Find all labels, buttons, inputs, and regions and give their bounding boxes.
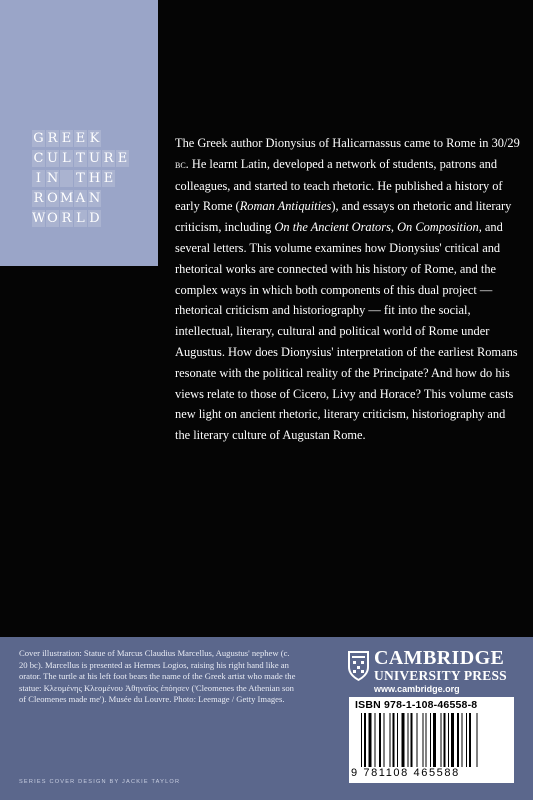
series-title-line [32, 169, 121, 189]
series-title-letter: H [88, 171, 101, 186]
barcode-bar [390, 713, 391, 767]
series-title-letter: N [46, 171, 59, 186]
barcode-bar [393, 713, 395, 767]
isbn-barcode [349, 697, 514, 783]
series-title-line [32, 129, 121, 149]
series-title-letter: C [33, 151, 44, 166]
series-design-credit: SERIES COVER DESIGN BY JACKIE TAYLOR [19, 779, 181, 785]
blurb-text: ), and essays on rhetoric and literary criticism, including [175, 199, 512, 235]
series-title-letter: N [88, 191, 101, 206]
barcode-bar [466, 713, 467, 767]
publisher-name: CAMBRIDGE [374, 647, 505, 669]
series-title-letter: E [61, 131, 72, 146]
barcode-bar [384, 713, 385, 767]
caption-text: Statue of Marcus Claudius Marcellus, Augustus' nephew (c. 20 bc). Marcellus is presented as Hermes Logios, raising his right hand like an orator. The turtle at his left foot bears the name of the Greek artist who made the statue: Κλεομένης Κλεομένου Ἀθηναῖος ἐπόησεν ('Cleomenes the Athenian son of Cleomenes made me'). Musée du Louvre. Photo: Leemage / Getty Images. [19, 648, 296, 705]
series-title-letter [60, 170, 73, 187]
blurb-text: , and several letters. This volume examines how Dionysius' critical and rhetorical works are connected with his history of Rome, and the complex ways in which both components of this dual project — rhetorical criticism and historiography — fit into the social, intellectual, literary, cultural and political world of Rome under Augustus. How does Dionysius' interpretation of the earliest Romans resonate with the political reality of the Principate? And how do his views relate to those of Cicero, Livy and Horace? This volume casts new light on ancient rhetoric, literary criticism, historiography and the literary culture of Augustan Rome. [175, 220, 518, 443]
blurb-title-on-composition: On Composition [397, 220, 479, 235]
series-title-letter: R [61, 211, 72, 226]
barcode-bar [457, 713, 459, 767]
series-title-letter: L [74, 210, 87, 227]
barcode-bar [441, 713, 442, 767]
series-title-letter: G [33, 131, 44, 146]
series-title-line [32, 189, 121, 209]
publisher-url: www.cambridge.org [374, 684, 460, 694]
series-title-letter: O [47, 211, 58, 226]
series-title-letter: D [89, 211, 100, 226]
crest-icon [347, 650, 370, 682]
series-title-letter: T [74, 170, 87, 187]
barcode-digits: 9 781108 465588 [351, 767, 460, 779]
barcode-bar [462, 713, 463, 767]
publisher-logo [347, 648, 517, 695]
barcode-bar [375, 713, 376, 767]
series-title-letter: I [32, 170, 45, 187]
series-title-letter: E [103, 171, 114, 186]
barcode-bar [469, 713, 471, 767]
series-title-letter: U [47, 151, 58, 166]
barcode-bar [426, 713, 427, 767]
series-title-letter: U [89, 151, 100, 166]
series-title-letter: A [75, 191, 86, 206]
series-title-letter: R [47, 131, 58, 146]
series-title-line [32, 209, 121, 229]
barcode-bar [364, 713, 366, 767]
barcode-bar [448, 713, 449, 767]
barcode-bar [433, 713, 436, 767]
blurb-title-roman-antiquities: Roman Antiquities [239, 199, 332, 214]
barcode-bar [430, 713, 431, 767]
barcode-bar [423, 713, 424, 767]
blurb-title-ancient-orators: On the Ancient Orators [274, 220, 391, 235]
blurb-paragraph [175, 133, 520, 446]
barcode-icon [361, 713, 503, 767]
series-title [32, 129, 128, 229]
series-title-letter: M [60, 191, 74, 206]
series-title-letter: T [74, 150, 87, 167]
series-title-letter: L [60, 150, 73, 167]
series-title-letter: R [33, 191, 44, 206]
barcode-bar [397, 713, 398, 767]
series-title-line [32, 149, 128, 169]
barcode-bar [444, 713, 446, 767]
barcode-bar [417, 713, 418, 767]
series-title-letter: W [32, 211, 46, 226]
series-title-letter: E [117, 151, 128, 166]
barcode-bar [408, 713, 409, 767]
publisher-subtitle: UNIVERSITY PRESS [374, 668, 507, 683]
blurb-era: bc [175, 158, 186, 171]
blurb-text: , [390, 220, 398, 235]
barcode-bar [369, 713, 372, 767]
caption-lead: Cover illustration: [19, 648, 82, 658]
barcode-bar [411, 713, 413, 767]
series-title-letter: E [75, 131, 86, 146]
isbn-label: ISBN 978-1-108-46558-8 [355, 699, 478, 711]
barcode-bar [402, 713, 405, 767]
series-panel [0, 0, 158, 266]
series-title-letter: O [47, 191, 58, 206]
cover-illustration-caption [19, 648, 299, 706]
barcode-bar [451, 713, 454, 767]
back-cover-blurb [175, 133, 520, 446]
series-title-letter: R [103, 151, 114, 166]
barcode-bar [477, 713, 478, 767]
blurb-text: The Greek author Dionysius of Halicarnassus came to Rome in 30/29 [175, 136, 520, 150]
series-title-letter: K [89, 131, 100, 146]
blurb-text: . He learnt Latin, developed a network of students, patrons and colleagues, and started to teach rhetoric. He published a history of early Rome ( [175, 156, 503, 214]
barcode-bar [379, 713, 381, 767]
barcode-bar [361, 713, 362, 767]
